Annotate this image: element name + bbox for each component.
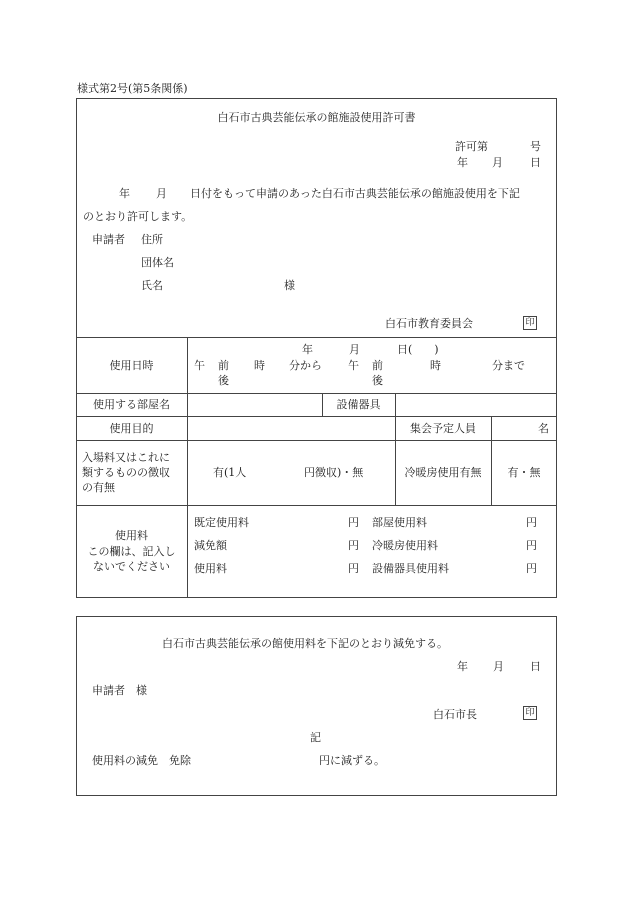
reduction-line-a: 使用料の減免 免除 [92,754,191,767]
standard-fee-yen: 円 [348,516,359,529]
room-fee-label: 部屋使用料 [372,516,427,529]
datetime-year: 年 [302,343,313,356]
admission-fee-label-line1: 入場料又はこれに [82,451,170,464]
hvac-fee-label: 冷暖房使用料 [372,539,438,552]
col-line-label [187,337,188,598]
admission-fee-value-a: 有(1人 [213,466,247,479]
equipment-label: 設備器具 [336,398,381,411]
name-honorific: 様 [284,279,295,292]
body-text-line1: 日付をもって申請のあった白石市古典芸能伝承の館施設使用を下記 [190,187,520,200]
reduction-date-day: 日 [530,660,541,673]
permit-date-year: 年 [457,156,468,169]
reduction-heading: 白石市古典芸能伝承の館使用料を下記のとおり減免する。 [162,637,448,650]
permit-form-box [76,98,557,598]
permit-number-suffix: 号 [530,140,541,153]
admission-fee-label-line2: 類するものの徴収 [82,466,170,479]
am-3: 午 [348,359,359,372]
datetime-day: 日( ) [397,343,439,356]
am-1: 午 [194,359,205,372]
row-line-2 [76,416,557,417]
equipment-fee-yen: 円 [526,562,537,575]
reduction-date-month: 月 [493,660,504,673]
body-year: 年 [119,187,130,200]
end-minutes-until: 分まで [492,359,525,372]
hvac-usage-value: 有・無 [507,466,541,479]
fee-section-label-3: ないでください [93,560,170,573]
am-2: 前 [218,359,229,372]
usage-fee-yen: 円 [348,562,359,575]
seal-mark: 印 [523,316,537,330]
admission-fee-value-b: 円徴収)・無 [304,466,364,479]
equipment-fee-label: 設備器具使用料 [372,562,449,575]
start-minutes-from: 分から [289,359,322,372]
applicant-label: 申請者 [92,233,125,246]
standard-fee-label: 既定使用料 [194,516,249,529]
hvac-usage-label: 冷暖房使用有無 [404,466,482,479]
name-label: 氏名 [141,279,163,292]
pm-2: 後 [372,374,383,387]
group-name-label: 団体名 [141,256,174,269]
reduction-amount-label: 減免額 [194,539,227,552]
row-line-3 [76,440,557,441]
usage-datetime-label: 使用日時 [109,359,154,372]
col-line-equipment [395,393,396,505]
datetime-month: 月 [349,343,360,356]
ki-note-marker: 記 [310,731,321,744]
mayor-seal-mark: 印 [523,706,537,720]
row-line-4 [76,505,557,506]
reduction-applicant: 申請者 様 [92,684,147,697]
room-name-label: 使用する部屋名 [93,398,170,411]
reduction-amount-yen: 円 [348,539,359,552]
hvac-fee-yen: 円 [526,539,537,552]
end-hour: 時 [430,359,441,372]
purpose-label: 使用目的 [109,422,154,435]
attendees-label: 集会予定人員 [410,422,476,435]
body-text-line2: のとおり許可します。 [83,210,193,223]
permit-date-day: 日 [530,156,541,169]
body-month: 月 [156,187,167,200]
fee-section-label-2: この欄は、記入し [87,545,176,558]
am-4: 前 [372,359,383,372]
issuer-name: 白石市教育委員会 [385,317,473,330]
pm-1: 後 [218,374,229,387]
fee-section-label-1: 使用料 [115,529,148,542]
admission-fee-label-line3: の有無 [82,481,115,494]
room-fee-yen: 円 [526,516,537,529]
permit-date-month: 月 [492,156,503,169]
form-number-label: 様式第2号(第5条関係) [77,82,188,95]
row-line-1 [76,393,557,394]
permit-number-label: 許可第 [455,140,488,153]
start-hour: 時 [254,359,265,372]
address-label: 住所 [141,233,163,246]
col-line-attendees [491,416,492,505]
reduction-line-b: 円に減ずる。 [319,754,385,767]
reduction-date-year: 年 [457,660,468,673]
mayor-title: 白石市長 [433,708,477,721]
permit-title: 白石市古典芸能伝承の館施設使用許可書 [217,111,416,124]
usage-fee-label: 使用料 [194,562,227,575]
attendees-unit: 名 [538,422,549,435]
table-top-line [76,337,557,338]
